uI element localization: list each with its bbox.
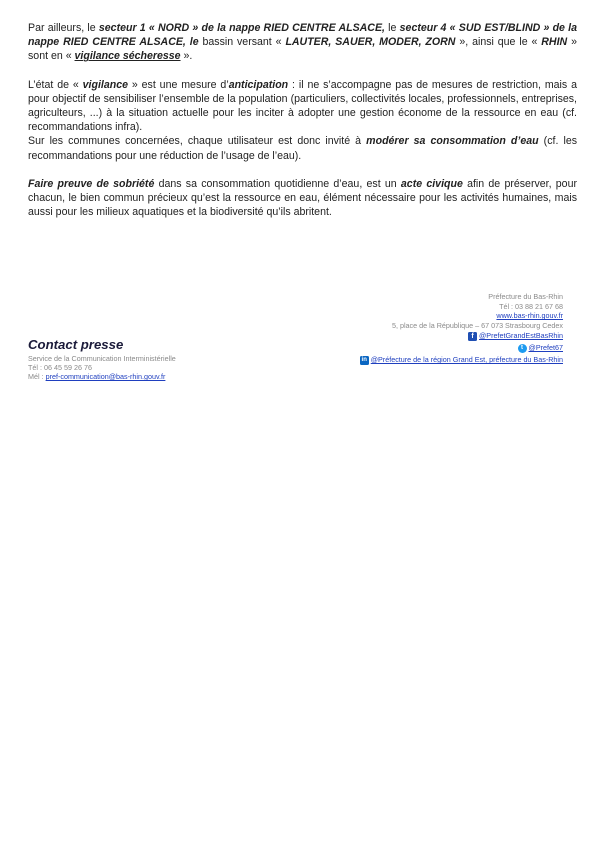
facebook-row xyxy=(468,331,563,341)
text: afin de préserver, pour chacun, le bien commun précieux qu’est la ressource en eau, élément nécessaire pour les activités humaines, mais aussi pour les milieux aquatiques et la biodiversité qu’ils abritent. xyxy=(28,177,577,219)
text: bassin versant « xyxy=(198,36,286,49)
contact-info xyxy=(28,354,176,381)
alert-level: vigilance sécheresse xyxy=(74,50,181,63)
text: ». xyxy=(180,50,193,63)
linkedin-link[interactable]: @Préfecture de la région Grand Est, préfecture du Bas-Rhin xyxy=(370,355,563,364)
text: : il ne s’accompagne pas de mesures de restriction, mais a pour objectif de sensibiliser l’ensemble de la population (particuliers, collectivités locales, professionnels, entreprises, agriculteurs, ...) à la situation actuelle pour les inciter à adopter une gestion économe de la ressource en eau (cf. recommandations infra). xyxy=(28,78,577,134)
paragraph-communes xyxy=(28,134,577,162)
contact-mail-row xyxy=(28,372,176,381)
emphasis: modérer sa consommation d’eau xyxy=(366,135,539,148)
twitter-link[interactable]: @Prefet67 xyxy=(528,343,563,352)
text: L’état de « xyxy=(28,78,83,91)
sector-1-name: secteur 1 « NORD » de la nappe RIED CENTRE ALSACE, xyxy=(98,22,385,34)
paragraph-sectors xyxy=(28,21,577,64)
text: » est une mesure d’ xyxy=(128,78,229,91)
contact-email-link[interactable]: pref-communication@bas-rhin.gouv.fr xyxy=(45,372,166,381)
prefecture-website-link[interactable]: www.bas-rhin.gouv.fr xyxy=(496,311,563,321)
contact-phone: Tél : 06 45 59 26 76 xyxy=(28,363,92,372)
prefecture-name: Préfecture du Bas-Rhin xyxy=(488,292,563,301)
paragraph-vigilance xyxy=(28,78,577,135)
linkedin-icon: in xyxy=(361,356,367,363)
facebook-link[interactable]: @PrefetGrandEstBasRhin xyxy=(478,331,563,340)
prefecture-address: 5, place de la République – 67 073 Strasbourg Cedex xyxy=(391,320,563,330)
facebook-icon: f xyxy=(468,332,477,341)
contact-service: Service de la Communication Interministérielle xyxy=(28,354,176,363)
text: », ainsi que le « xyxy=(455,36,542,49)
twitter-row xyxy=(518,343,563,353)
text: Par ailleurs, le xyxy=(28,22,99,34)
mail-label: Mél : xyxy=(28,372,46,381)
contact-title: Contact presse xyxy=(28,337,124,352)
prefecture-phone: Tél : 03 88 21 67 68 xyxy=(499,301,563,311)
twitter-icon: t xyxy=(518,344,527,353)
text: » sont en « xyxy=(28,36,577,63)
paragraph-sobriety xyxy=(28,177,577,220)
text: (cf. les recommandations pour une réduction de l’usage de l’eau). xyxy=(28,135,578,162)
basin-names: LAUTER, SAUER, MODER, ZORN xyxy=(285,36,456,49)
emphasis: anticipation xyxy=(228,78,289,91)
prefecture-info xyxy=(392,292,563,330)
text: dans sa consommation quotidienne d’eau, est un xyxy=(154,177,401,190)
rhin-name: RHIN xyxy=(541,36,568,49)
press-release-body xyxy=(28,21,577,219)
text: Sur les communes concernées, chaque utilisateur est donc invité à xyxy=(28,135,367,148)
text: le xyxy=(384,22,400,34)
sector-4-name: secteur 4 « SUD EST/BLIND » de la nappe RIED CENTRE ALSACE, le xyxy=(28,22,577,49)
emphasis: Faire preuve de sobriété xyxy=(28,177,155,190)
emphasis: vigilance xyxy=(82,78,128,91)
emphasis: acte civique xyxy=(400,177,463,190)
linkedin-row xyxy=(360,355,563,365)
